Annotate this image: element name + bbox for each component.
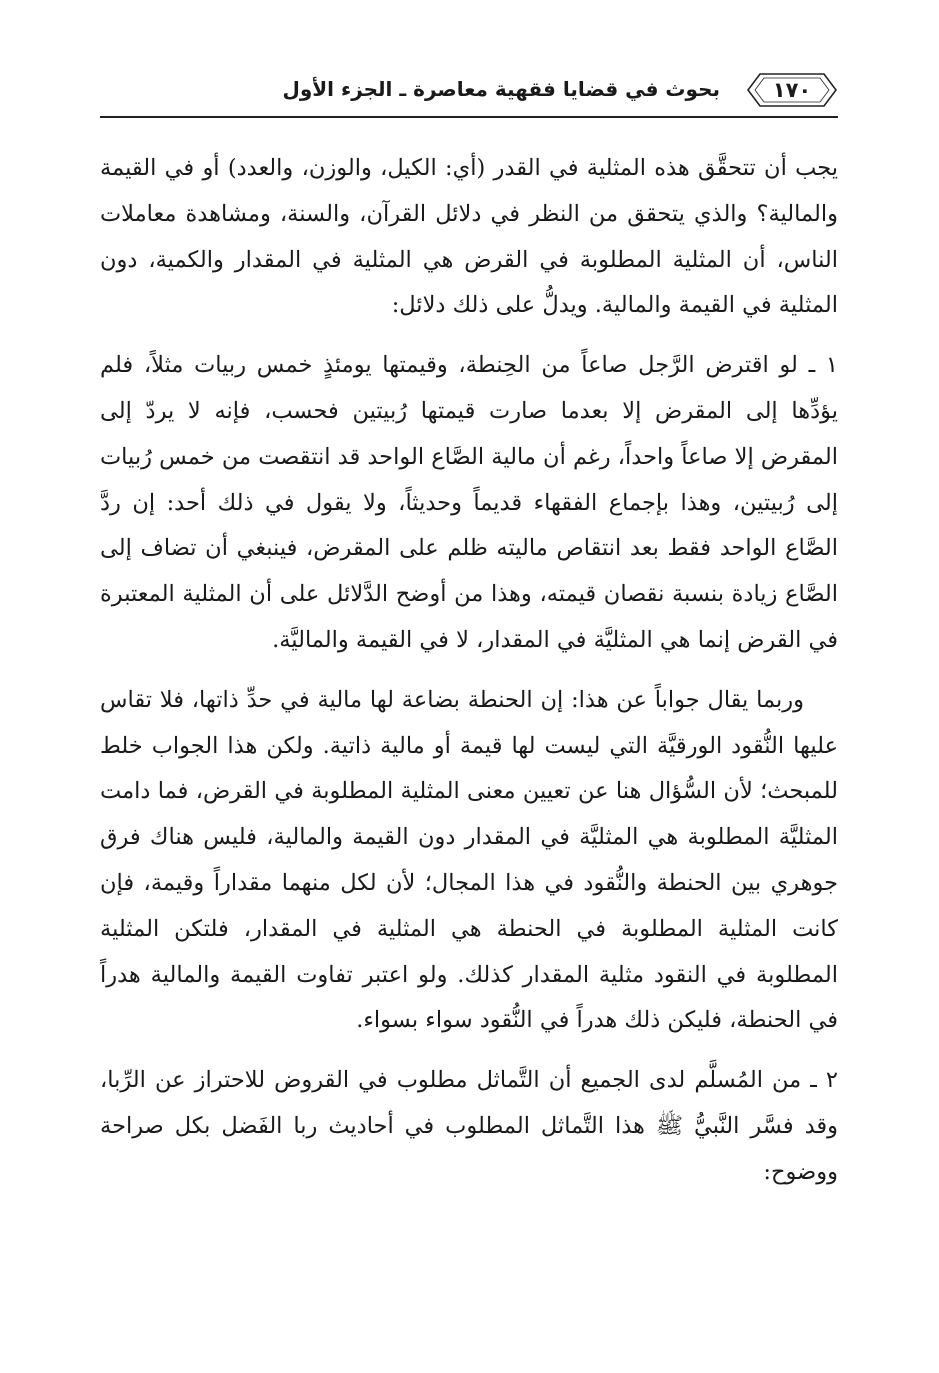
body-text (100, 146, 838, 1210)
page-number: ١٧٠ (772, 78, 812, 102)
paragraph-objection-reply: وربما يقال جواباً عن هذا: إن الحنطة بضاعة لها مالية في حدِّ ذاتها، فلا تقاس عليها النُّقود الورقيَّة التي ليست لها قيمة أو مالية ذاتية. ولكن هذا الجواب خلط للمبحث؛ لأن السُّؤال هنا عن تعيين معنى المثلية المطلوبة في القرض، فما دامت المثليَّة المطلوبة هي المثليَّة في المقدار دون القيمة والمالية، فليس هناك فرق جوهري بين الحنطة والنُّقود في هذا المجال؛ لأن لكل منهما مقداراً وقيمة، فإن كانت المثلية المطلوبة في الحنطة هي المثلية في المقدار، فلتكن المثلية المطلوبة في النقود مثلية المقدار كذلك. ولو اعتبر تفاوت القيمة والمالية هدراً في الحنطة، فليكن ذلك هدراً في النُّقود سواء بسواء. (100, 686, 838, 1034)
paragraph-evidence-1: ١ ـ لو اقترض الرَّجل صاعاً من الحِنطة، وقيمتها يومئذٍ خمس ربيات مثلاً، فلم يؤدِّها إلى المقرض إلا بعدما صارت قيمتها رُبيتين فحسب، فإنه لا يردّ إلى المقرض إلا صاعاً واحداً، رغم أن مالية الصَّاع الواحد قد انتقصت من خمس رُبيات إلى رُبيتين، وهذا بإجماع الفقهاء قديماً وحديثاً، ولا يقول في ذلك أحد: إن ردَّ الصَّاع الواحد فقط بعد انتقاص ماليته ظلم على المقرض، فينبغي أن تضاف إلى الصَّاع زيادة بنسبة نقصان قيمته، وهذا من أوضح الدَّلائل على أن المثلية المعتبرة في القرض إنما هي المثليَّة في المقدار، لا في القيمة والماليَّة. (100, 352, 838, 653)
page-number-frame (746, 70, 838, 110)
paragraph-intro: يجب أن تتحقَّق هذه المثلية في القدر (أي: الكيل، والوزن، والعدد) أو في القيمة والمالية؟ والذي يتحقق من النظر في دلائل القرآن، والسنة، ومشاهدة معاملات الناس، أن المثلية المطلوبة في القرض هي المثلية في المقدار والكمية، دون المثلية في القيمة والمالية. ويدلُّ على ذلك دلائل: (100, 155, 838, 319)
running-head (100, 66, 838, 118)
paragraph-evidence-2: ٢ ـ من المُسلَّم لدى الجميع أن التَّماثل مطلوب في القروض للاحتراز عن الرِّبا، وقد فسَّر النَّبيُّ ﷺ هذا التَّماثل المطلوب في أحاديث ربا الفَضل بكل صراحة ووضوح: (100, 1067, 838, 1185)
book-title: بحوث في قضايا فقهية معاصرة ـ الجزء الأول (282, 77, 720, 101)
header-rule (100, 116, 838, 118)
